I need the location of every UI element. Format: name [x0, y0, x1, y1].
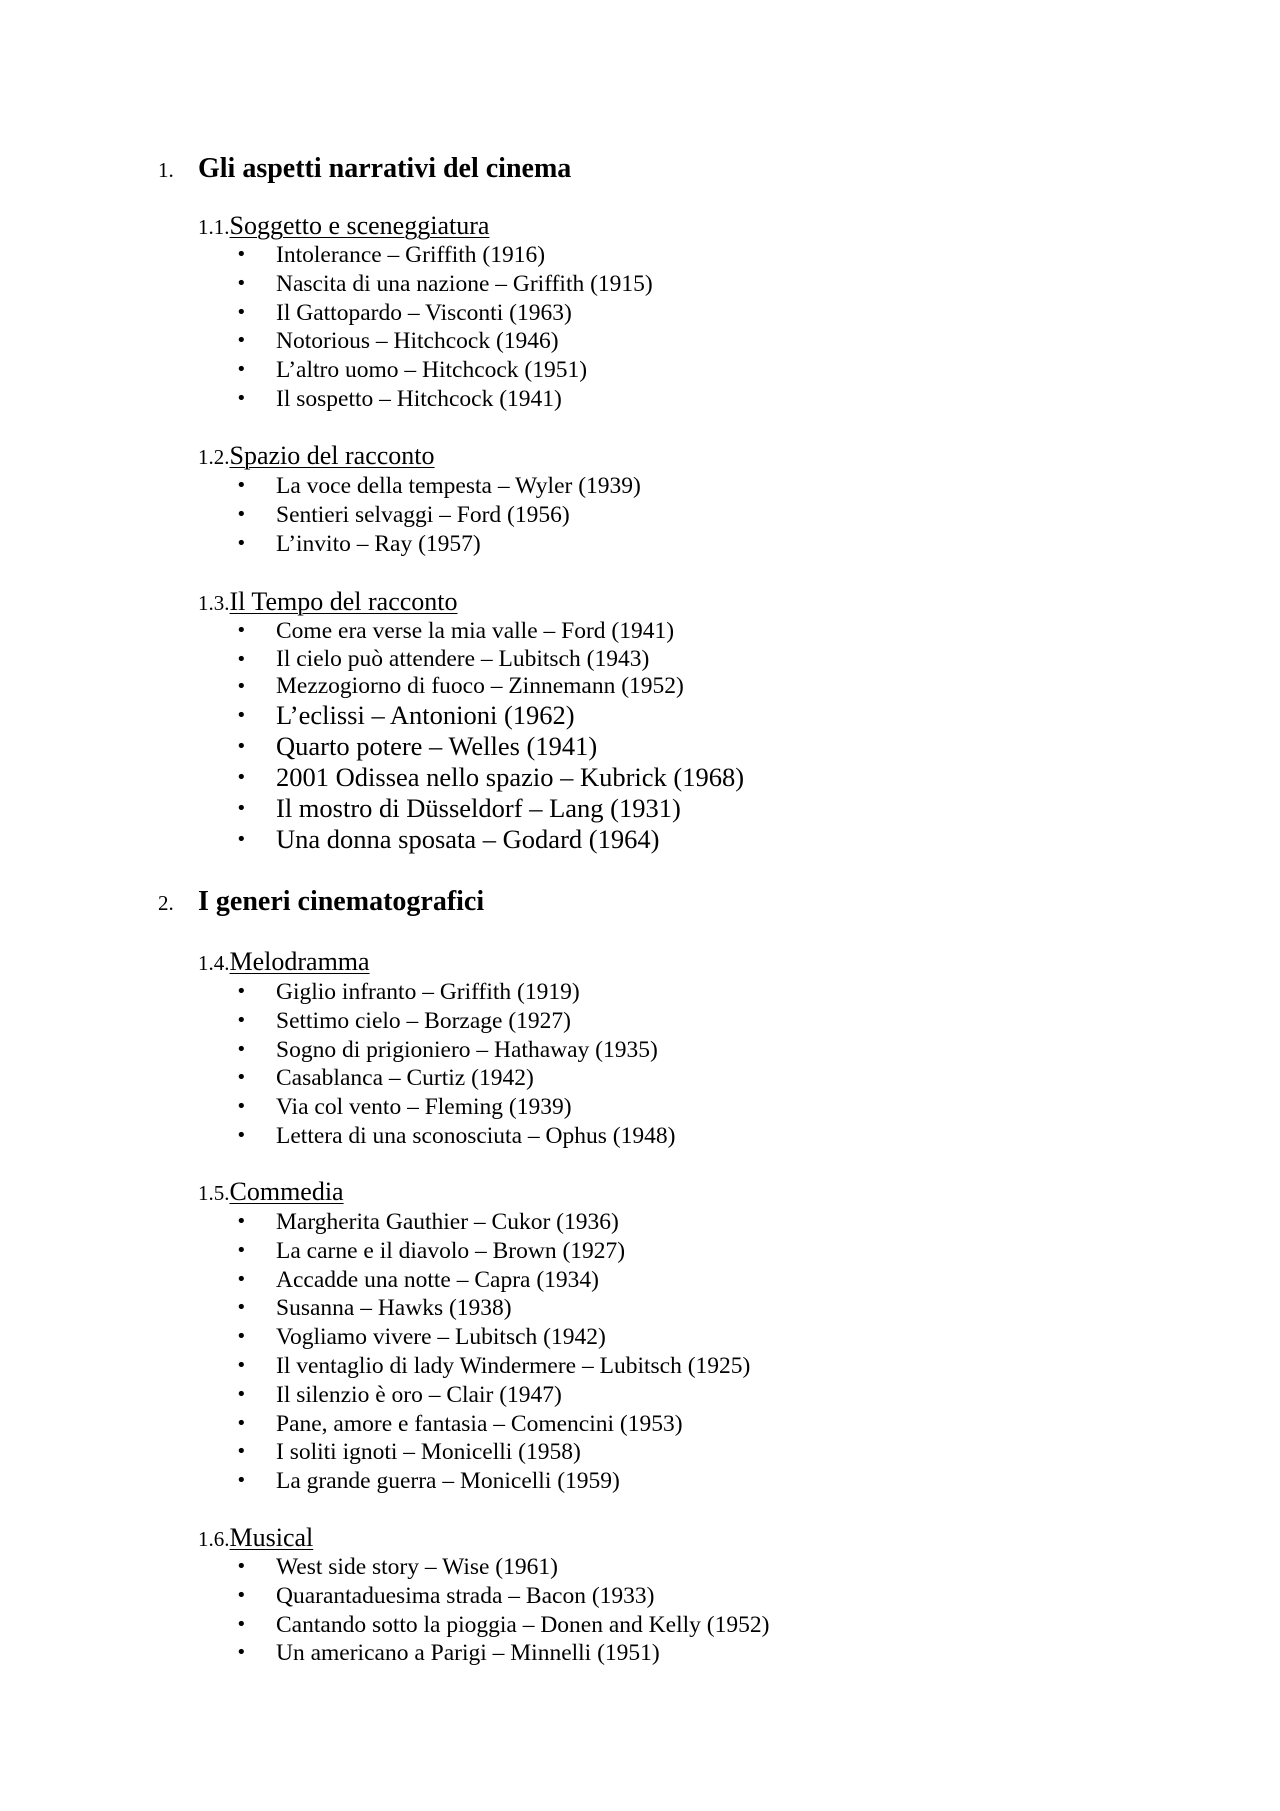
film-entry: West side story – Wise (1961)	[276, 1554, 558, 1580]
chapter-title: I generi cinematografici	[198, 886, 485, 917]
film-entry: Lettera di una sconosciuta – Ophus (1948)	[276, 1122, 676, 1149]
section-number: 1.3.	[198, 591, 230, 615]
film-entry: Come era verse la mia valle – Ford (1941)	[276, 618, 675, 644]
bullet-icon: •	[236, 1441, 247, 1463]
bullet-icon: •	[236, 475, 247, 496]
film-entry: La grande guerra – Monicelli (1959)	[276, 1468, 620, 1495]
film-entry: 2001 Odissea nello spazio – Kubrick (1968)	[276, 761, 745, 792]
section-number: 1.2.	[198, 445, 230, 469]
section-title: Commedia	[229, 1177, 344, 1206]
chapter-number: 1.	[158, 158, 174, 182]
chapter-heading-1	[158, 152, 571, 186]
film-entry: Pane, amore e fantasia – Comencini (1953)	[276, 1410, 683, 1437]
bullet-icon: •	[236, 330, 247, 352]
film-entry: Settimo cielo – Borzage (1927)	[276, 1007, 571, 1034]
bullet-icon: •	[236, 1268, 247, 1290]
bullet-icon: •	[236, 1354, 247, 1376]
bullet-icon: •	[236, 1067, 247, 1089]
section-title: Spazio del racconto	[229, 441, 435, 470]
section-number: 1.6.	[198, 1527, 230, 1551]
bullet-icon: •	[236, 503, 247, 525]
chapter-heading-2	[158, 885, 484, 919]
bullet-icon: •	[236, 532, 247, 554]
film-entry: L’eclissi – Antonioni (1962)	[276, 699, 575, 730]
film-entry: Il cielo può attendere – Lubitsch (1943)	[276, 645, 650, 672]
film-entry: Quarantaduesima strada – Bacon (1933)	[276, 1582, 655, 1609]
section-title: Musical	[229, 1523, 314, 1552]
bullet-icon: •	[236, 675, 247, 697]
bullet-icon: •	[236, 1239, 247, 1261]
bullet-icon: •	[236, 1556, 247, 1577]
film-entry: Il mostro di Düsseldorf – Lang (1931)	[276, 792, 681, 823]
film-entry: Via col vento – Fleming (1939)	[276, 1094, 572, 1121]
film-entry: Nascita di una nazione – Griffith (1915)	[276, 270, 653, 297]
section-heading-1-3	[198, 587, 458, 617]
bullet-icon: •	[236, 1642, 247, 1664]
section-title: Il Tempo del racconto	[229, 587, 458, 616]
film-entry: L’invito – Ray (1957)	[276, 530, 481, 557]
section-number: 1.4.	[198, 951, 230, 975]
bullet-icon: •	[236, 1613, 247, 1635]
film-entry: Casablanca – Curtiz (1942)	[276, 1065, 534, 1092]
bullet-icon: •	[236, 359, 247, 381]
bullet-icon: •	[236, 1124, 247, 1146]
film-entry: Vogliamo vivere – Lubitsch (1942)	[276, 1324, 606, 1351]
film-entry: Margherita Gauthier – Cukor (1936)	[276, 1209, 619, 1235]
bullet-icon: •	[236, 1383, 247, 1405]
film-entry: Sentieri selvaggi – Ford (1956)	[276, 501, 570, 528]
bullet-icon: •	[236, 1584, 247, 1606]
section-title: Melodramma	[229, 947, 370, 976]
bullet-icon: •	[236, 981, 247, 1002]
bullet-icon: •	[236, 1326, 247, 1348]
section-heading-1-1	[198, 211, 489, 241]
bullet-icon: •	[236, 1009, 247, 1031]
bullet-icon: •	[236, 735, 247, 757]
film-entry: La voce della tempesta – Wyler (1939)	[276, 473, 641, 499]
film-entry: Cantando sotto la pioggia – Donen and Kelly (1952)	[276, 1611, 770, 1638]
bullet-icon: •	[236, 1470, 247, 1492]
film-entry: Un americano a Parigi – Minnelli (1951)	[276, 1640, 660, 1667]
film-entry: Il ventaglio di lady Windermere – Lubitsch (1925)	[276, 1352, 751, 1379]
bullet-icon: •	[236, 620, 247, 641]
bullet-icon: •	[236, 766, 247, 788]
film-entry: Il Gattopardo – Visconti (1963)	[276, 299, 572, 326]
film-entry: Una donna sposata – Godard (1964)	[276, 823, 660, 854]
film-entry: Intolerance – Griffith (1916)	[276, 242, 546, 268]
section-heading-1-5	[198, 1177, 344, 1207]
bullet-icon: •	[236, 1038, 247, 1060]
bullet-icon: •	[236, 272, 247, 294]
film-entry: Susanna – Hawks (1938)	[276, 1295, 512, 1322]
bullet-icon: •	[236, 797, 247, 819]
film-entry: L’altro uomo – Hitchcock (1951)	[276, 357, 588, 384]
section-heading-1-2	[198, 441, 435, 471]
bullet-icon: •	[236, 244, 247, 265]
chapter-title: Gli aspetti narrativi del cinema	[198, 153, 572, 184]
film-entry: Il sospetto – Hitchcock (1941)	[276, 385, 562, 412]
bullet-icon: •	[236, 1096, 247, 1118]
film-entry: Quarto potere – Welles (1941)	[276, 730, 598, 761]
film-entry: Il silenzio è oro – Clair (1947)	[276, 1381, 562, 1408]
section-number: 1.5.	[198, 1181, 230, 1205]
bullet-icon: •	[236, 387, 247, 409]
chapter-number: 2.	[158, 891, 174, 915]
bullet-icon: •	[236, 301, 247, 323]
bullet-icon: •	[236, 648, 247, 670]
bullet-icon: •	[236, 704, 247, 726]
bullet-icon: •	[236, 828, 247, 850]
section-heading-1-4	[198, 947, 370, 977]
film-entry: Notorious – Hitchcock (1946)	[276, 328, 559, 355]
film-entry: La carne e il diavolo – Brown (1927)	[276, 1237, 626, 1264]
bullet-icon: •	[236, 1297, 247, 1319]
film-entry: I soliti ignoti – Monicelli (1958)	[276, 1439, 581, 1466]
section-number: 1.1.	[198, 215, 230, 239]
film-entry: Accadde una notte – Capra (1934)	[276, 1266, 599, 1293]
section-heading-1-6	[198, 1523, 313, 1553]
film-entry: Giglio infranto – Griffith (1919)	[276, 979, 580, 1005]
film-entry: Sogno di prigioniero – Hathaway (1935)	[276, 1036, 658, 1063]
section-title: Soggetto e sceneggiatura	[229, 211, 490, 240]
bullet-icon: •	[236, 1211, 247, 1232]
film-entry: Mezzogiorno di fuoco – Zinnemann (1952)	[276, 672, 684, 699]
bullet-icon: •	[236, 1412, 247, 1434]
